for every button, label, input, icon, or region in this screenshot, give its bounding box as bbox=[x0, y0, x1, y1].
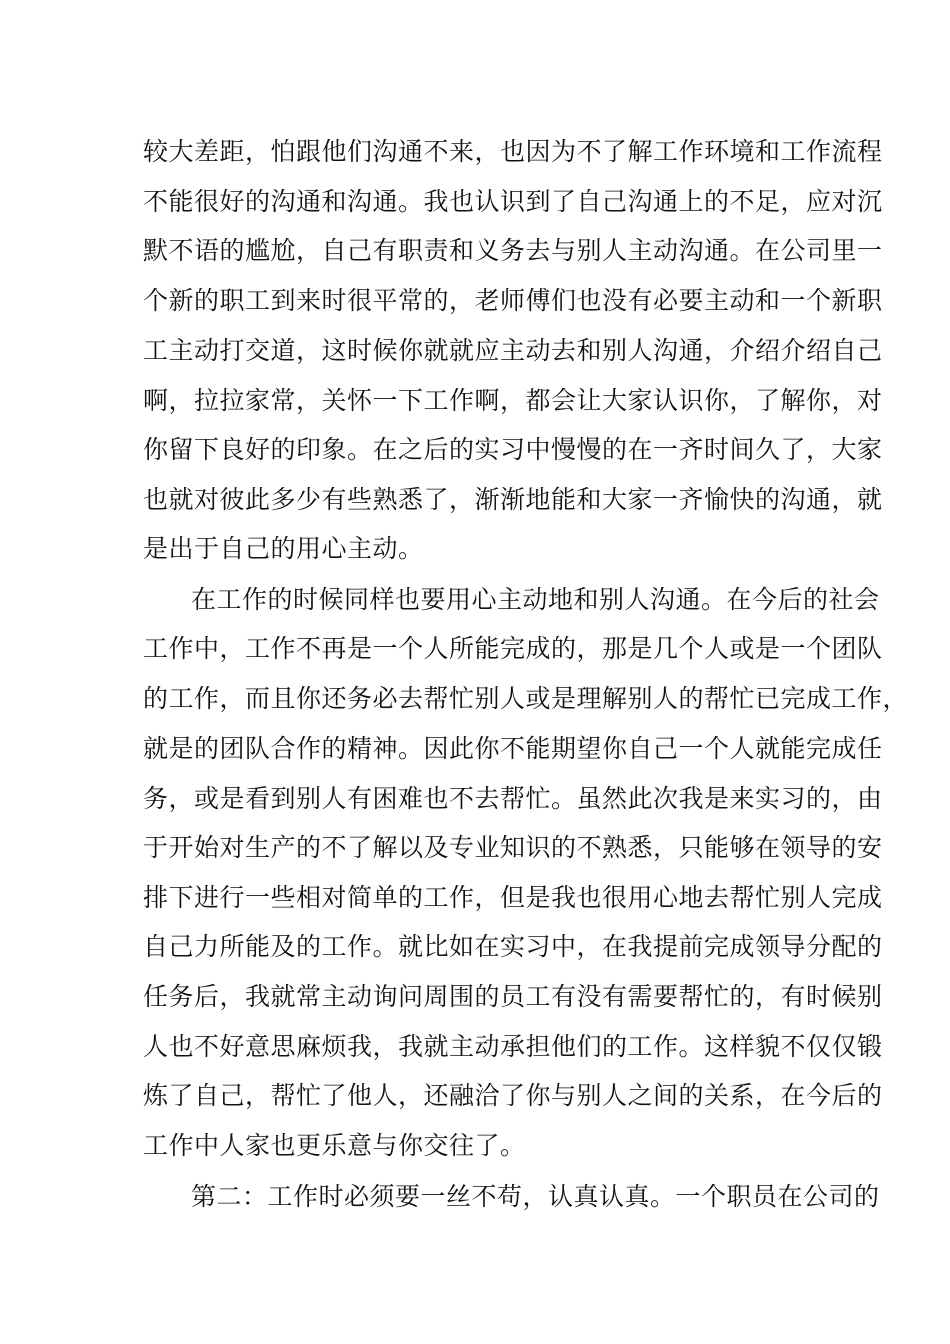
body-text-line: 也就对彼此多少有些熟悉了，渐渐地能和大家一齐愉快的沟通，就 bbox=[143, 485, 883, 514]
body-text-line: 务，或是看到别人有困难也不去帮忙。虽然此次我是来实习的，由 bbox=[143, 784, 883, 813]
body-text-line: 就是的团队合作的精神。因此你不能期望你自己一个人就能完成任 bbox=[143, 734, 883, 763]
body-text-line: 个新的职工到来时很平常的，老师傅们也没有必要主动和一个新职 bbox=[143, 286, 883, 315]
body-text-line: 于开始对生产的不了解以及专业知识的不熟悉，只能够在领导的安 bbox=[143, 833, 883, 862]
body-text-line: 工作中，工作不再是一个人所能完成的，那是几个人或是一个团队 bbox=[143, 634, 883, 663]
body-text-line: 默不语的尴尬，自己有职责和义务去与别人主动沟通。在公司里一 bbox=[143, 236, 883, 265]
body-text-line: 不能很好的沟通和沟通。我也认识到了自己沟通上的不足，应对沉 bbox=[143, 187, 883, 216]
body-text-line: 啊，拉拉家常，关怀一下工作啊，都会让大家认识你，了解你，对 bbox=[143, 386, 883, 415]
body-text-line: 是出于自己的用心主动。 bbox=[143, 534, 424, 563]
paragraph-first-line: 第二：工作时必须要一丝不苟，认真认真。一个职员在公司的 bbox=[191, 1182, 880, 1211]
body-text-line: 任务后，我就常主动询问周围的员工有没有需要帮忙的，有时候别 bbox=[143, 982, 883, 1011]
body-text-line: 你留下良好的印象。在之后的实习中慢慢的在一齐时间久了，大家 bbox=[143, 435, 883, 464]
body-text-line: 工主动打交道，这时候你就就应主动去和别人沟通，介绍介绍自己 bbox=[143, 336, 883, 365]
body-text-line: 炼了自己，帮忙了他人，还融洽了你与别人之间的关系，在今后的 bbox=[143, 1081, 883, 1110]
body-text-line: 较大差距，怕跟他们沟通不来，也因为不了解工作环境和工作流程 bbox=[143, 137, 883, 166]
paragraph-first-line: 在工作的时候同样也要用心主动地和别人沟通。在今后的社会 bbox=[191, 585, 880, 614]
body-text-line: 人也不好意思麻烦我，我就主动承担他们的工作。这样貌不仅仅锻 bbox=[143, 1032, 883, 1061]
body-text-line: 的工作，而且你还务必去帮忙别人或是理解别人的帮忙已完成工作， bbox=[143, 684, 909, 713]
body-text-line: 工作中人家也更乐意与你交往了。 bbox=[143, 1131, 526, 1160]
body-text-line: 自己力所能及的工作。就比如在实习中，在我提前完成领导分配的 bbox=[143, 932, 883, 961]
body-text-line: 排下进行一些相对简单的工作，但是我也很用心地去帮忙别人完成 bbox=[143, 883, 883, 912]
